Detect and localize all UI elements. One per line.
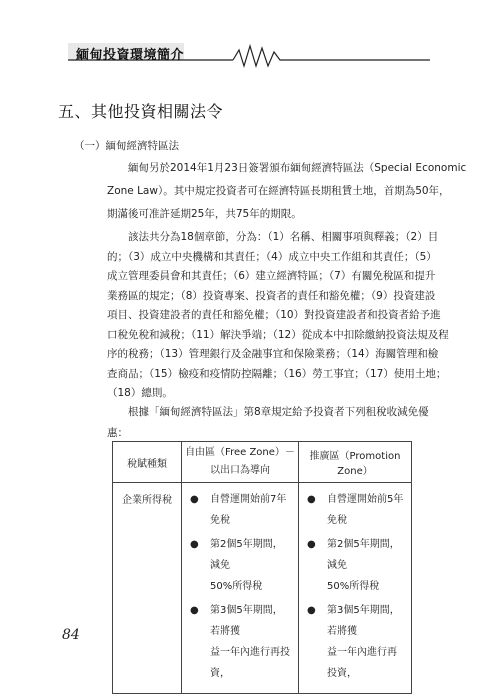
incentive-list [299, 483, 411, 693]
paragraph-line: 根據「緬甸經濟特區法」第8章規定給予投資者下列租稅收減免優 [128, 406, 429, 418]
list-item [188, 534, 292, 597]
paragraph-line: 期滿後可准許延期25年，共75年的期限。 [107, 208, 302, 220]
running-header [58, 38, 430, 68]
bullet-icon: ● [190, 539, 199, 550]
paragraph-line: 該法共分為18個章節，分為：（1）名稱、相關事項與釋義；（2）目 [128, 231, 439, 243]
list-item [188, 489, 292, 531]
page-number: 84 [62, 627, 80, 643]
column-header-free-zone [182, 442, 299, 483]
header-title: 緬甸投資環境簡介 [76, 48, 185, 63]
list-item-text: 第3個5年期間，若將獲 [210, 605, 283, 637]
table-row [113, 483, 412, 694]
column-header-promotion-zone: 推廣區（Promotion Zone） [299, 442, 412, 483]
list-item-text: 50%所得稅 [210, 581, 263, 592]
paragraph-line: 序的稅務；（13）管理銀行及金融事宜和保險業務；（14）海關管理和檢 [107, 348, 439, 360]
tax-incentive-table [112, 441, 412, 694]
bullet-icon: ● [307, 494, 316, 505]
paragraph-line: 成立管理委員會和其責任；（6）建立經濟特區；（7）有關免稅區和提升 [107, 270, 436, 282]
list-item [305, 534, 405, 597]
bullet-icon: ● [307, 539, 316, 550]
table-cell-promotion-zone [299, 483, 412, 694]
incentive-list [182, 483, 298, 693]
section-title: 五、其他投資相關法令 [58, 102, 224, 121]
table-cell-free-zone [182, 483, 299, 694]
paragraph-line: 緬甸另於2014年1月23日簽署頒布緬甸經濟特區法（Special Economic [128, 162, 467, 174]
paragraph-line: （18）總則。 [107, 387, 173, 399]
paragraph-line: 口稅免稅和減稅；（11）解決爭端；（12）從成本中扣除繳納投資法規及程 [107, 328, 449, 341]
bullet-icon: ● [190, 494, 199, 505]
column-header-tax-type: 稅賦種類 [113, 442, 182, 483]
list-item-text: 自營運開始前7年免稅 [210, 494, 287, 526]
paragraph-line: 項目、投資建設者的責任和豁免權；（10）對投資建設者和投資者給予進 [107, 309, 441, 321]
paragraph-line: 查商品；（15）檢疫和疫情防控隔離；（16）勞工事宜；（17）使用土地； [107, 367, 447, 380]
paragraph-line: 的；（3）成立中央機構和其責任；（4）成立中央工作組和其責任；（5） [107, 250, 437, 263]
list-item-text: 自營運開始前5年免稅 [327, 494, 404, 526]
list-item [188, 600, 292, 684]
subsection-title: （一）緬甸經濟特區法 [74, 140, 179, 152]
list-item-text: 益一年內進行再投資， [210, 647, 290, 679]
paragraph-line: Zone Law）。其中規定投資者可在經濟特區長期租賃土地，首期為50年， [107, 185, 450, 197]
paragraph-line: 惠： [107, 427, 128, 439]
list-item-text: 益一年內進行再投資， [327, 647, 397, 679]
list-item-text: 第2個5年期間，減免 [327, 539, 400, 571]
bullet-icon: ● [190, 605, 199, 616]
bullet-icon: ● [307, 605, 316, 616]
column-header-line: 自由區（Free Zone）－ [185, 447, 295, 458]
table-cell-category: 企業所得稅 [113, 483, 182, 694]
list-item-text: 第2個5年期間，減免 [210, 539, 283, 571]
table-header-row [113, 442, 412, 483]
column-header-line: 以出口為導向 [210, 465, 270, 476]
list-item [305, 600, 405, 684]
list-item-text: 50%所得稅 [327, 581, 380, 592]
paragraph-line: 業務區的規定；（8）投資專案、投資者的責任和豁免權；（9）投資建設 [107, 289, 436, 302]
list-item [305, 489, 405, 531]
list-item-text: 第3個5年期間，若將獲 [327, 605, 400, 637]
